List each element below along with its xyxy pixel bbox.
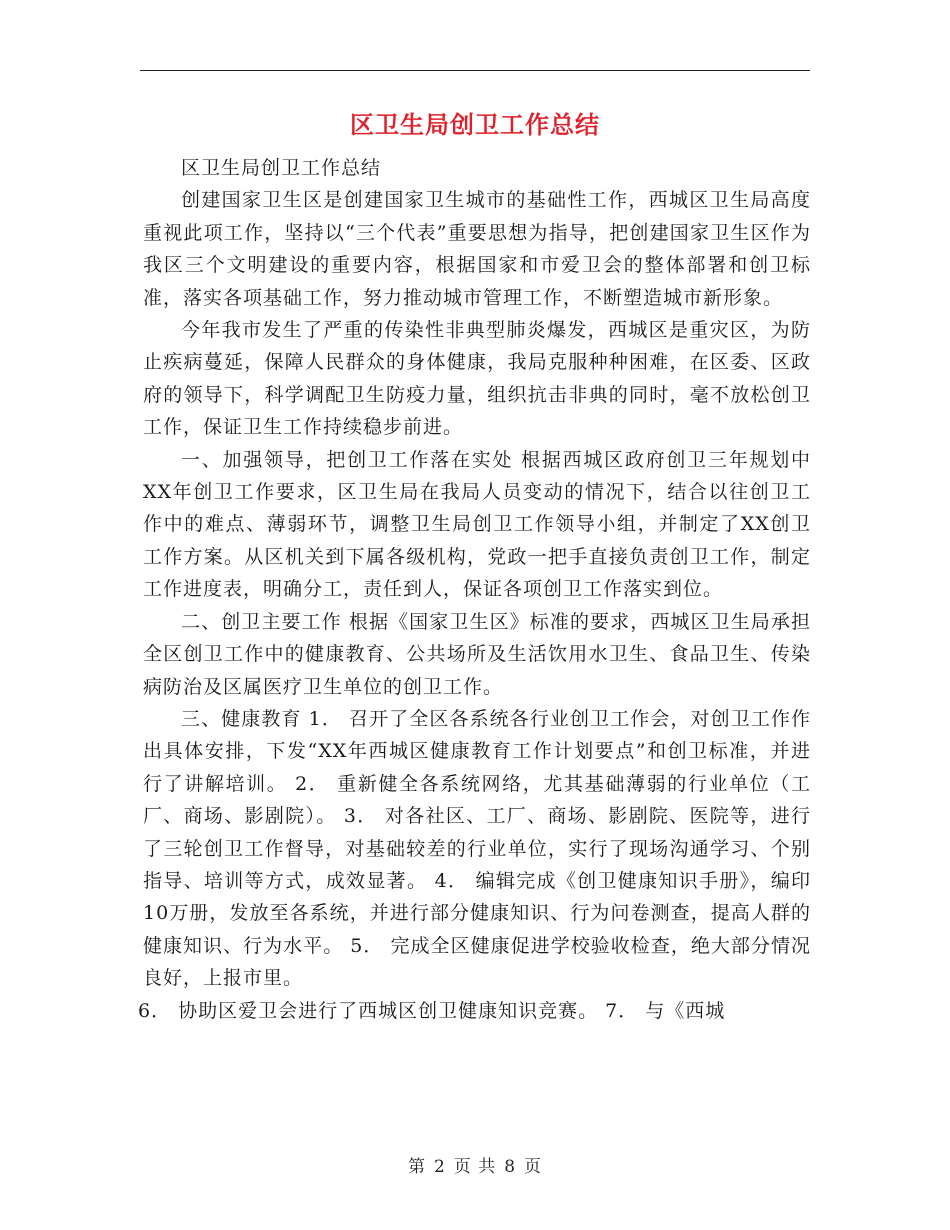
- body-paragraph: 三、健康教育 1． 召开了全区各系统各行业创卫工作会，对创卫工作作出具体安排，下发“XX年西城区健康教育工作计划要点”和创卫标准，并进行了讲解培训。 2． 重新健全各系统网络，尤其基础薄弱的行业单位（工厂、商场、影剧院）。 3． 对各社区、工厂、商场、影剧院、医院等，进行了三轮创卫工作督导，对基础较差的行业单位，实行了现场沟通学习、个别指导、培训等方式，成效显著。 4． 编辑完成《创卫健康知识手册》，编印10万册，发放至各系统，并进行部分健康知识、行为问卷测查，提高人群的健康知识、行为水平。 5． 完成全区健康促进学校验收检查，绝大部分情况良好，上报市里。: [143, 707, 811, 990]
- footer-suffix: 页: [524, 1157, 543, 1177]
- body-paragraph: 二、创卫主要工作 根据《国家卫生区》标准的要求，西城区卫生局承担全区创卫工作中的健康教育、公共场所及生活饮用水卫生、食品卫生、传染病防治及区属医疗卫生单位的创卫工作。: [143, 610, 811, 698]
- page-footer: [0, 1152, 950, 1177]
- body-paragraph: 今年我市发生了严重的传染性非典型肺炎爆发，西城区是重灾区，为防止疾病蔓延，保障人民群众的身体健康，我局克服种种困难，在区委、区政府的领导下，科学调配卫生防疫力量，组织抗击非典的同时，毫不放松创卫工作，保证卫生工作持续稳步前进。: [143, 319, 811, 439]
- footer-middle: 页 共: [453, 1157, 497, 1177]
- header-rule: [140, 70, 810, 71]
- footer-prefix: 第: [407, 1157, 426, 1177]
- subtitle-paragraph: 区卫生局创卫工作总结: [181, 157, 382, 179]
- page-number-total: 8: [504, 1157, 517, 1177]
- document-body: [138, 152, 811, 1027]
- body-paragraph: 创建国家卫生区是创建国家卫生城市的基础性工作，西城区卫生局高度重视此项工作，坚持以“三个代表”重要思想为指导，把创建国家卫生区作为我区三个文明建设的重要内容，根据国家和市爱卫会的整体部署和创卫标准，落实各项基础工作，努力推动城市管理工作，不断塑造城市新形象。: [143, 189, 811, 309]
- body-paragraph: 6． 协助区爱卫会进行了西城区创卫健康知识竞赛。 7． 与《西城: [138, 999, 726, 1022]
- document-title: 区卫生局创卫工作总结: [350, 110, 600, 139]
- body-paragraph: 一、加强领导，把创卫工作落在实处 根据西城区政府创卫三年规划中XX年创卫工作要求，区卫生局在我局人员变动的情况下，结合以往创卫工作中的难点、薄弱环节，调整卫生局创卫工作领导小组，并制定了XX创卫工作方案。从区机关到下属各级机构，党政一把手直接负责创卫工作，制定工作进度表，明确分工，责任到人，保证各项创卫工作落实到位。: [143, 448, 811, 601]
- page-number-current: 2: [433, 1157, 446, 1177]
